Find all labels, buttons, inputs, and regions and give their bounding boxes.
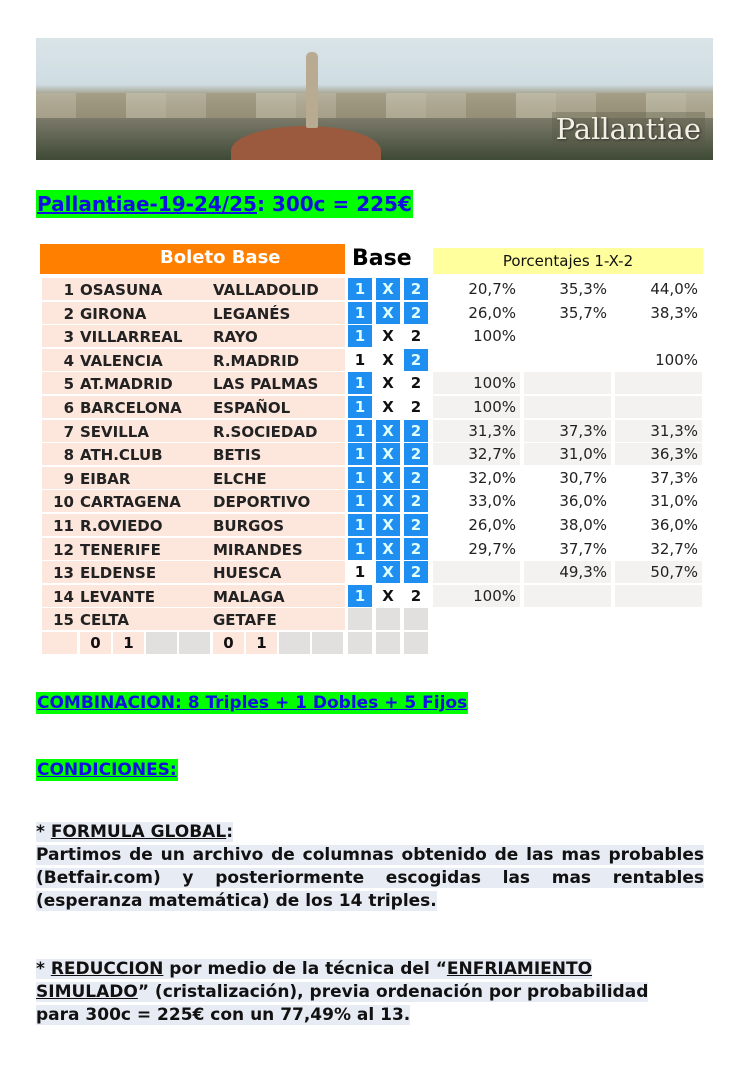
pick-2[interactable]: 2 — [404, 443, 428, 465]
pick-1[interactable]: 1 — [348, 325, 372, 347]
bullet: * — [36, 822, 51, 842]
match-number: 14 — [53, 588, 74, 606]
match-number: 5 — [63, 375, 74, 393]
percent-cell: 31,0% — [524, 443, 611, 465]
pick-x[interactable]: X — [376, 514, 400, 536]
pick-2[interactable]: 2 — [404, 538, 428, 560]
pick-2[interactable]: 2 — [404, 514, 428, 536]
percent-cell: 37,3% — [615, 467, 702, 489]
percent-cell: 31,3% — [433, 420, 520, 442]
table-row — [40, 349, 430, 371]
page-title — [36, 190, 413, 218]
percent-cell — [524, 396, 611, 418]
goal-cell — [146, 632, 177, 654]
goal-cell — [312, 632, 343, 654]
base-header: Base — [352, 246, 412, 271]
percent-row — [433, 467, 703, 489]
match-number: 8 — [63, 446, 74, 464]
goal-cell — [279, 632, 310, 654]
table-row — [40, 278, 430, 300]
percent-cell: 35,3% — [524, 278, 611, 300]
percent-cell — [433, 561, 520, 583]
pick-x[interactable]: X — [382, 351, 394, 369]
goal-cell[interactable]: 0 — [80, 632, 111, 654]
pick-x[interactable]: X — [376, 420, 400, 442]
home-team: TENERIFE — [80, 541, 161, 559]
away-team: MALAGA — [213, 588, 285, 606]
empty-pick-cell — [348, 608, 372, 630]
percent-cell: 38,0% — [524, 514, 611, 536]
home-team: ELDENSE — [80, 564, 157, 582]
home-team: ATH.CLUB — [80, 446, 163, 464]
home-team: SEVILLA — [80, 423, 149, 441]
away-team: MIRANDES — [213, 541, 303, 559]
percent-cell: 100% — [433, 325, 520, 347]
percent-cell: 26,0% — [433, 514, 520, 536]
match-number: 2 — [63, 305, 74, 323]
percent-row — [433, 561, 703, 583]
percent-row — [433, 514, 703, 536]
reduction-term: ENFRIAMIENTO SIMULADO — [36, 959, 593, 1002]
away-team: BURGOS — [213, 517, 285, 535]
away-team: LEGANÉS — [213, 305, 291, 323]
pick-2[interactable]: 2 — [404, 278, 428, 300]
percent-row — [433, 325, 703, 347]
match-number: 3 — [63, 328, 74, 346]
home-team: R.OVIEDO — [80, 517, 163, 535]
empty-pick-cell — [348, 632, 372, 654]
percent-row — [433, 420, 703, 442]
percent-row — [433, 585, 703, 607]
match-number: 11 — [53, 517, 74, 535]
pick-2[interactable]: 2 — [410, 374, 422, 392]
percent-cell: 100% — [433, 396, 520, 418]
bullet: * — [36, 959, 51, 979]
pick-x[interactable]: X — [382, 587, 394, 605]
conditions-heading — [36, 759, 178, 781]
pick-2[interactable]: 2 — [410, 398, 422, 416]
percent-cell: 20,7% — [433, 278, 520, 300]
goal-cell[interactable]: 1 — [113, 632, 144, 654]
table-row — [40, 585, 430, 607]
formula-text — [36, 844, 704, 913]
away-team: LAS PALMAS — [213, 375, 319, 393]
pick-x[interactable]: X — [376, 538, 400, 560]
percent-cell: 36,0% — [615, 514, 702, 536]
match-number: 13 — [53, 564, 74, 582]
pick-1[interactable]: 1 — [348, 538, 372, 560]
percent-cell: 32,0% — [433, 467, 520, 489]
table-row — [40, 325, 430, 347]
percent-cell: 32,7% — [433, 443, 520, 465]
goal-cell[interactable]: 0 — [213, 632, 244, 654]
formula-heading: FORMULA GLOBAL — [50, 822, 227, 842]
match-number: 4 — [63, 352, 74, 370]
pick-2[interactable]: 2 — [404, 467, 428, 489]
pick-1[interactable]: 1 — [348, 302, 372, 324]
away-team: R.SOCIEDAD — [213, 423, 318, 441]
home-team: GIRONA — [80, 305, 147, 323]
percent-row — [433, 349, 703, 371]
table-row — [40, 420, 430, 442]
reduction-text-2: ” (cristalización), previa ordenación por probabilidad para 300c = 225€ con un 77,49% al 13. — [36, 982, 649, 1025]
percent-cell: 35,7% — [524, 302, 611, 324]
percent-cell: 50,7% — [615, 561, 702, 583]
table-row — [40, 608, 430, 630]
away-team: RAYO — [213, 328, 258, 346]
match-number: 9 — [63, 470, 74, 488]
pick-1[interactable]: 1 — [348, 278, 372, 300]
percent-cell: 100% — [615, 349, 702, 371]
away-team: HUESCA — [213, 564, 282, 582]
percent-cell — [524, 325, 611, 347]
home-team: LEVANTE — [80, 588, 156, 606]
away-team: DEPORTIVO — [213, 493, 311, 511]
home-team: EIBAR — [80, 470, 131, 488]
away-team: VALLADOLID — [213, 281, 319, 299]
pick-1[interactable]: 1 — [348, 490, 372, 512]
percent-cell — [524, 372, 611, 394]
home-team: BARCELONA — [80, 399, 182, 417]
percent-cell: 26,0% — [433, 302, 520, 324]
percent-cell — [615, 585, 702, 607]
home-team: AT.MADRID — [80, 375, 173, 393]
table-row — [40, 396, 430, 418]
pick-1[interactable]: 1 — [348, 467, 372, 489]
percent-cell: 38,3% — [615, 302, 702, 324]
pick-x[interactable]: X — [376, 302, 400, 324]
combination-text[interactable]: COMBINACION: 8 Triples + 1 Dobles + 5 Fijos — [37, 693, 468, 713]
table-row — [40, 514, 430, 536]
away-team: R.MADRID — [213, 352, 300, 370]
table-row — [40, 372, 430, 394]
pick-x[interactable]: X — [376, 467, 400, 489]
match-number: 15 — [53, 611, 74, 629]
pick-1[interactable]: 1 — [348, 372, 372, 394]
percent-row — [433, 372, 703, 394]
away-team: ESPAÑOL — [213, 399, 291, 417]
empty-pick-cell — [376, 608, 400, 630]
home-team: VILLARREAL — [80, 328, 183, 346]
banner-logo: Pallantiae — [552, 112, 705, 146]
table-row — [40, 538, 430, 560]
reduction-section — [36, 958, 676, 1027]
pick-1[interactable]: 1 — [354, 351, 366, 369]
percent-cell — [524, 349, 611, 371]
pick-1[interactable]: 1 — [348, 443, 372, 465]
reduction-text-1: por medio de la técnica del “ — [163, 959, 447, 979]
percent-cell — [615, 325, 702, 347]
percent-cell: 32,7% — [615, 538, 702, 560]
pick-x[interactable]: X — [376, 561, 400, 583]
home-team: OSASUNA — [80, 281, 163, 299]
match-number: 7 — [63, 423, 74, 441]
percent-cell: 44,0% — [615, 278, 702, 300]
combination-heading — [36, 692, 468, 714]
formula-section — [36, 821, 704, 913]
pick-2[interactable]: 2 — [404, 302, 428, 324]
percent-cell — [524, 585, 611, 607]
formula-body: Partimos de un archivo de columnas obtenido de las mas probables (Betfair.com) y posteriormente escogidas las mas rentables (esperanza matemática) de los 14 triples. — [36, 845, 704, 911]
home-team: CELTA — [80, 611, 130, 629]
pick-x[interactable]: X — [376, 490, 400, 512]
percent-row — [433, 538, 703, 560]
away-team: BETIS — [213, 446, 262, 464]
pick-x[interactable]: X — [382, 327, 394, 345]
away-team: GETAFE — [213, 611, 277, 629]
percentages-header: Porcentajes 1-X-2 — [433, 248, 703, 274]
pick-2[interactable]: 2 — [404, 490, 428, 512]
match-number: 12 — [53, 541, 74, 559]
goal-cell[interactable]: 1 — [246, 632, 277, 654]
percent-cell: 29,7% — [433, 538, 520, 560]
percent-cell: 30,7% — [524, 467, 611, 489]
empty-pick-cell — [376, 632, 400, 654]
pick-1[interactable]: 1 — [354, 563, 366, 581]
pick-2[interactable]: 2 — [404, 561, 428, 583]
table-row — [40, 467, 430, 489]
pick-1[interactable]: 1 — [348, 514, 372, 536]
percent-cell: 100% — [433, 585, 520, 607]
goal-cell — [179, 632, 210, 654]
pick-2[interactable]: 2 — [410, 327, 422, 345]
empty-pick-cell — [404, 632, 428, 654]
pick-1[interactable]: 1 — [348, 396, 372, 418]
pick-x[interactable]: X — [376, 278, 400, 300]
away-team: ELCHE — [213, 470, 267, 488]
table-row — [40, 302, 430, 324]
header-banner-image — [36, 38, 713, 160]
match-number: 6 — [63, 399, 74, 417]
pick-2[interactable]: 2 — [404, 420, 428, 442]
colon: : — [226, 822, 233, 842]
percent-cell: 49,3% — [524, 561, 611, 583]
pick-1[interactable]: 1 — [348, 420, 372, 442]
percent-row — [433, 443, 703, 465]
match-number: 1 — [63, 281, 74, 299]
percent-cell: 31,3% — [615, 420, 702, 442]
percent-cell — [615, 396, 702, 418]
percent-cell: 36,0% — [524, 490, 611, 512]
table-row — [40, 490, 430, 512]
pick-2[interactable]: 2 — [404, 349, 428, 371]
percent-row — [433, 278, 703, 300]
title-link[interactable]: Pallantiae-19-24/25 — [37, 192, 257, 216]
ticket-header: Boleto Base — [40, 244, 345, 274]
pick-1[interactable]: 1 — [348, 585, 372, 607]
percent-cell: 37,3% — [524, 420, 611, 442]
percent-cell: 33,0% — [433, 490, 520, 512]
conditions-text[interactable]: CONDICIONES: — [37, 760, 177, 780]
title-suffix: : 300c = 225€ — [256, 192, 412, 216]
percent-cell — [615, 372, 702, 394]
pick-2[interactable]: 2 — [410, 587, 422, 605]
percent-cell: 36,3% — [615, 443, 702, 465]
statue-figure — [306, 52, 318, 128]
percent-cell: 31,0% — [615, 490, 702, 512]
table-row — [40, 443, 430, 465]
pick-x[interactable]: X — [376, 443, 400, 465]
percent-row — [433, 396, 703, 418]
empty-pick-cell — [404, 608, 428, 630]
match-number: 10 — [53, 493, 74, 511]
percent-row — [433, 302, 703, 324]
home-team: CARTAGENA — [80, 493, 181, 511]
goals-row — [40, 632, 430, 654]
table-row — [40, 561, 430, 583]
percent-row — [433, 490, 703, 512]
percent-cell — [433, 349, 520, 371]
reduction-heading: REDUCCION — [50, 959, 164, 979]
pick-x[interactable]: X — [382, 398, 394, 416]
percent-cell: 37,7% — [524, 538, 611, 560]
percent-cell: 100% — [433, 372, 520, 394]
pick-x[interactable]: X — [382, 374, 394, 392]
home-team: VALENCIA — [80, 352, 163, 370]
